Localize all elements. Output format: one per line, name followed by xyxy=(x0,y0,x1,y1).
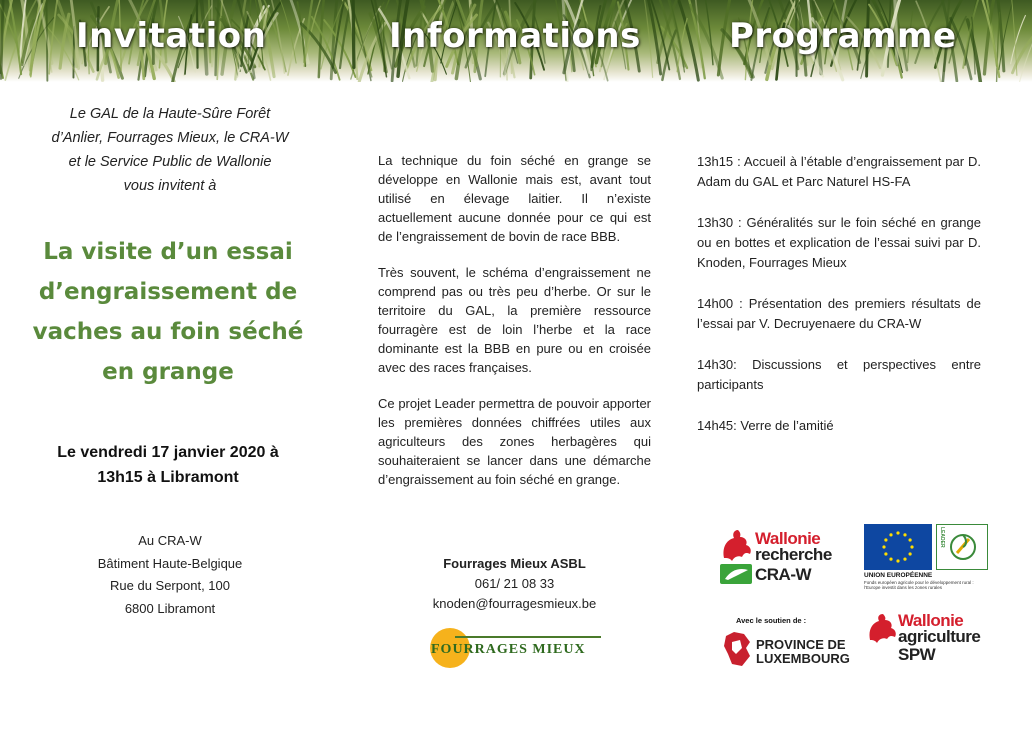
eu-star-icon xyxy=(903,558,906,561)
event-headline xyxy=(18,232,318,392)
contact-block xyxy=(378,554,651,614)
eu-star-icon xyxy=(889,533,892,536)
leader-icon xyxy=(936,524,988,570)
wr-line3: CRA-W xyxy=(755,565,812,584)
address-line: Rue du Serpont, 100 xyxy=(110,578,230,593)
address-line: Au CRA-W xyxy=(138,533,202,548)
banner-title-informations: Informations xyxy=(389,16,641,56)
province-line1: PROVINCE DE xyxy=(756,637,846,652)
info-paragraph: Ce projet Leader permettra de pouvoir apporter les premières données chiffrées utiles aux agriculteurs des zones herbagères qui souhaiteraient se lancer dans une démarche d’engraissement au foin séché en grange. xyxy=(378,396,651,487)
contact-org: Fourrages Mieux ASBL xyxy=(443,556,586,571)
eu-star-icon xyxy=(896,531,899,534)
event-date xyxy=(28,440,308,490)
eu-leader-logo xyxy=(864,524,990,596)
wa-line3: SPW xyxy=(898,645,936,664)
fm-line xyxy=(455,636,601,638)
eu-star-icon xyxy=(884,552,887,555)
cra-w-leaf-icon xyxy=(720,564,752,584)
eu-label: UNION EUROPÉENNE xyxy=(864,572,933,579)
contact-email: knoden@fourragesmieux.be xyxy=(432,596,597,611)
province-line2: LUXEMBOURG xyxy=(756,651,850,666)
wr-line1: Wallonie xyxy=(755,529,821,548)
programme-item: 13h15 : Accueil à l’étable d’engraissement par D. Adam du GAL et Parc Naturel HS-FA xyxy=(697,154,981,189)
programme-item: 14h45: Verre de l’amitié xyxy=(697,418,834,433)
programme-item: 14h00 : Présentation des premiers résultats de l’essai par V. Decruyenaere du CRA-W xyxy=(697,296,981,331)
support-label: Avec le soutien de : xyxy=(736,616,807,625)
address-line: 6800 Libramont xyxy=(124,600,216,616)
banner-title-invitation: Invitation xyxy=(76,16,267,56)
wa-line1: Wallonie xyxy=(898,611,964,630)
province-luxembourg-logo xyxy=(722,628,850,672)
programme-item: 13h30 : Généralités sur le foin séché en grange ou en bottes et explication de l’essai suivi par D. Knoden, Fourrages Mieux xyxy=(697,215,981,270)
wallonie-agriculture-logo xyxy=(864,610,994,670)
programme-item: 14h30: Discussions et perspectives entre participants xyxy=(697,357,981,392)
informations-text xyxy=(378,151,651,506)
eu-star-icon xyxy=(884,538,887,541)
eu-star-icon xyxy=(910,545,913,548)
grass-blade xyxy=(1011,15,1026,63)
invitation-intro xyxy=(30,102,310,198)
programme-list xyxy=(697,152,981,457)
fourrages-mieux-logo xyxy=(427,628,607,672)
wa-line2: agriculture xyxy=(898,627,981,646)
date-line: Le vendredi 17 janvier 2020 à xyxy=(57,444,279,461)
date-line: 13h15 à Libramont xyxy=(97,469,239,486)
grass-banner xyxy=(0,0,1032,82)
eu-star-icon xyxy=(889,558,892,561)
address-line: Bâtiment Haute-Belgique xyxy=(97,555,243,571)
intro-line: d’Anlier, Fourrages Mieux, le CRA-W xyxy=(51,130,289,146)
headline-line: d’engraissement de xyxy=(38,279,298,305)
wallonie-recherche-logo xyxy=(718,526,848,588)
fm-logo-text: FOURRAGES MIEUX xyxy=(431,642,586,657)
wr-line2: recherche xyxy=(755,545,832,564)
grass-blade xyxy=(352,0,354,67)
intro-line: Le GAL de la Haute-Sûre Forêt xyxy=(69,106,271,122)
rooster-icon xyxy=(864,612,898,644)
info-paragraph: Très souvent, le schéma d’engraissement ne comprend pas ou très peu d’herbe. Or sur le territoire du GAL, la première ressource fourragère est de loin l’herbe et la race dominante est la BBB en pure ou en croisée avec des races françaises. xyxy=(378,265,651,375)
rooster-icon xyxy=(718,528,754,562)
eu-fine-print-2: l’Europe investit dans les zones rurales xyxy=(864,585,943,590)
headline-line: vaches au foin séché xyxy=(32,319,304,345)
eu-star-icon xyxy=(909,552,912,555)
eu-star-icon xyxy=(896,559,899,562)
banner-title-programme: Programme xyxy=(729,16,957,56)
event-address xyxy=(30,530,310,620)
eu-star-icon xyxy=(909,538,912,541)
contact-phone: 061/ 21 08 33 xyxy=(474,576,555,591)
lion-icon xyxy=(722,630,752,668)
headline-line: La visite d’un essai xyxy=(43,239,293,265)
eu-flag-icon xyxy=(864,524,932,570)
info-paragraph: La technique du foin séché en grange se développe en Wallonie mais est, avant tout utilisé en élevage laitier. Il n’existe actuellement aucune donnée pour ce qui est de l’engraissement de bovin de race BBB. xyxy=(378,153,651,244)
headline-line: en grange xyxy=(102,359,234,385)
eu-fine-print-1: Fonds européen agricole pour le développement rural : xyxy=(864,580,974,585)
intro-line: et le Service Public de Wallonie xyxy=(68,154,272,170)
eu-star-icon xyxy=(882,545,885,548)
intro-line: vous invitent à xyxy=(123,178,217,194)
eu-star-icon xyxy=(903,533,906,536)
leader-label: LEADER xyxy=(939,527,945,548)
